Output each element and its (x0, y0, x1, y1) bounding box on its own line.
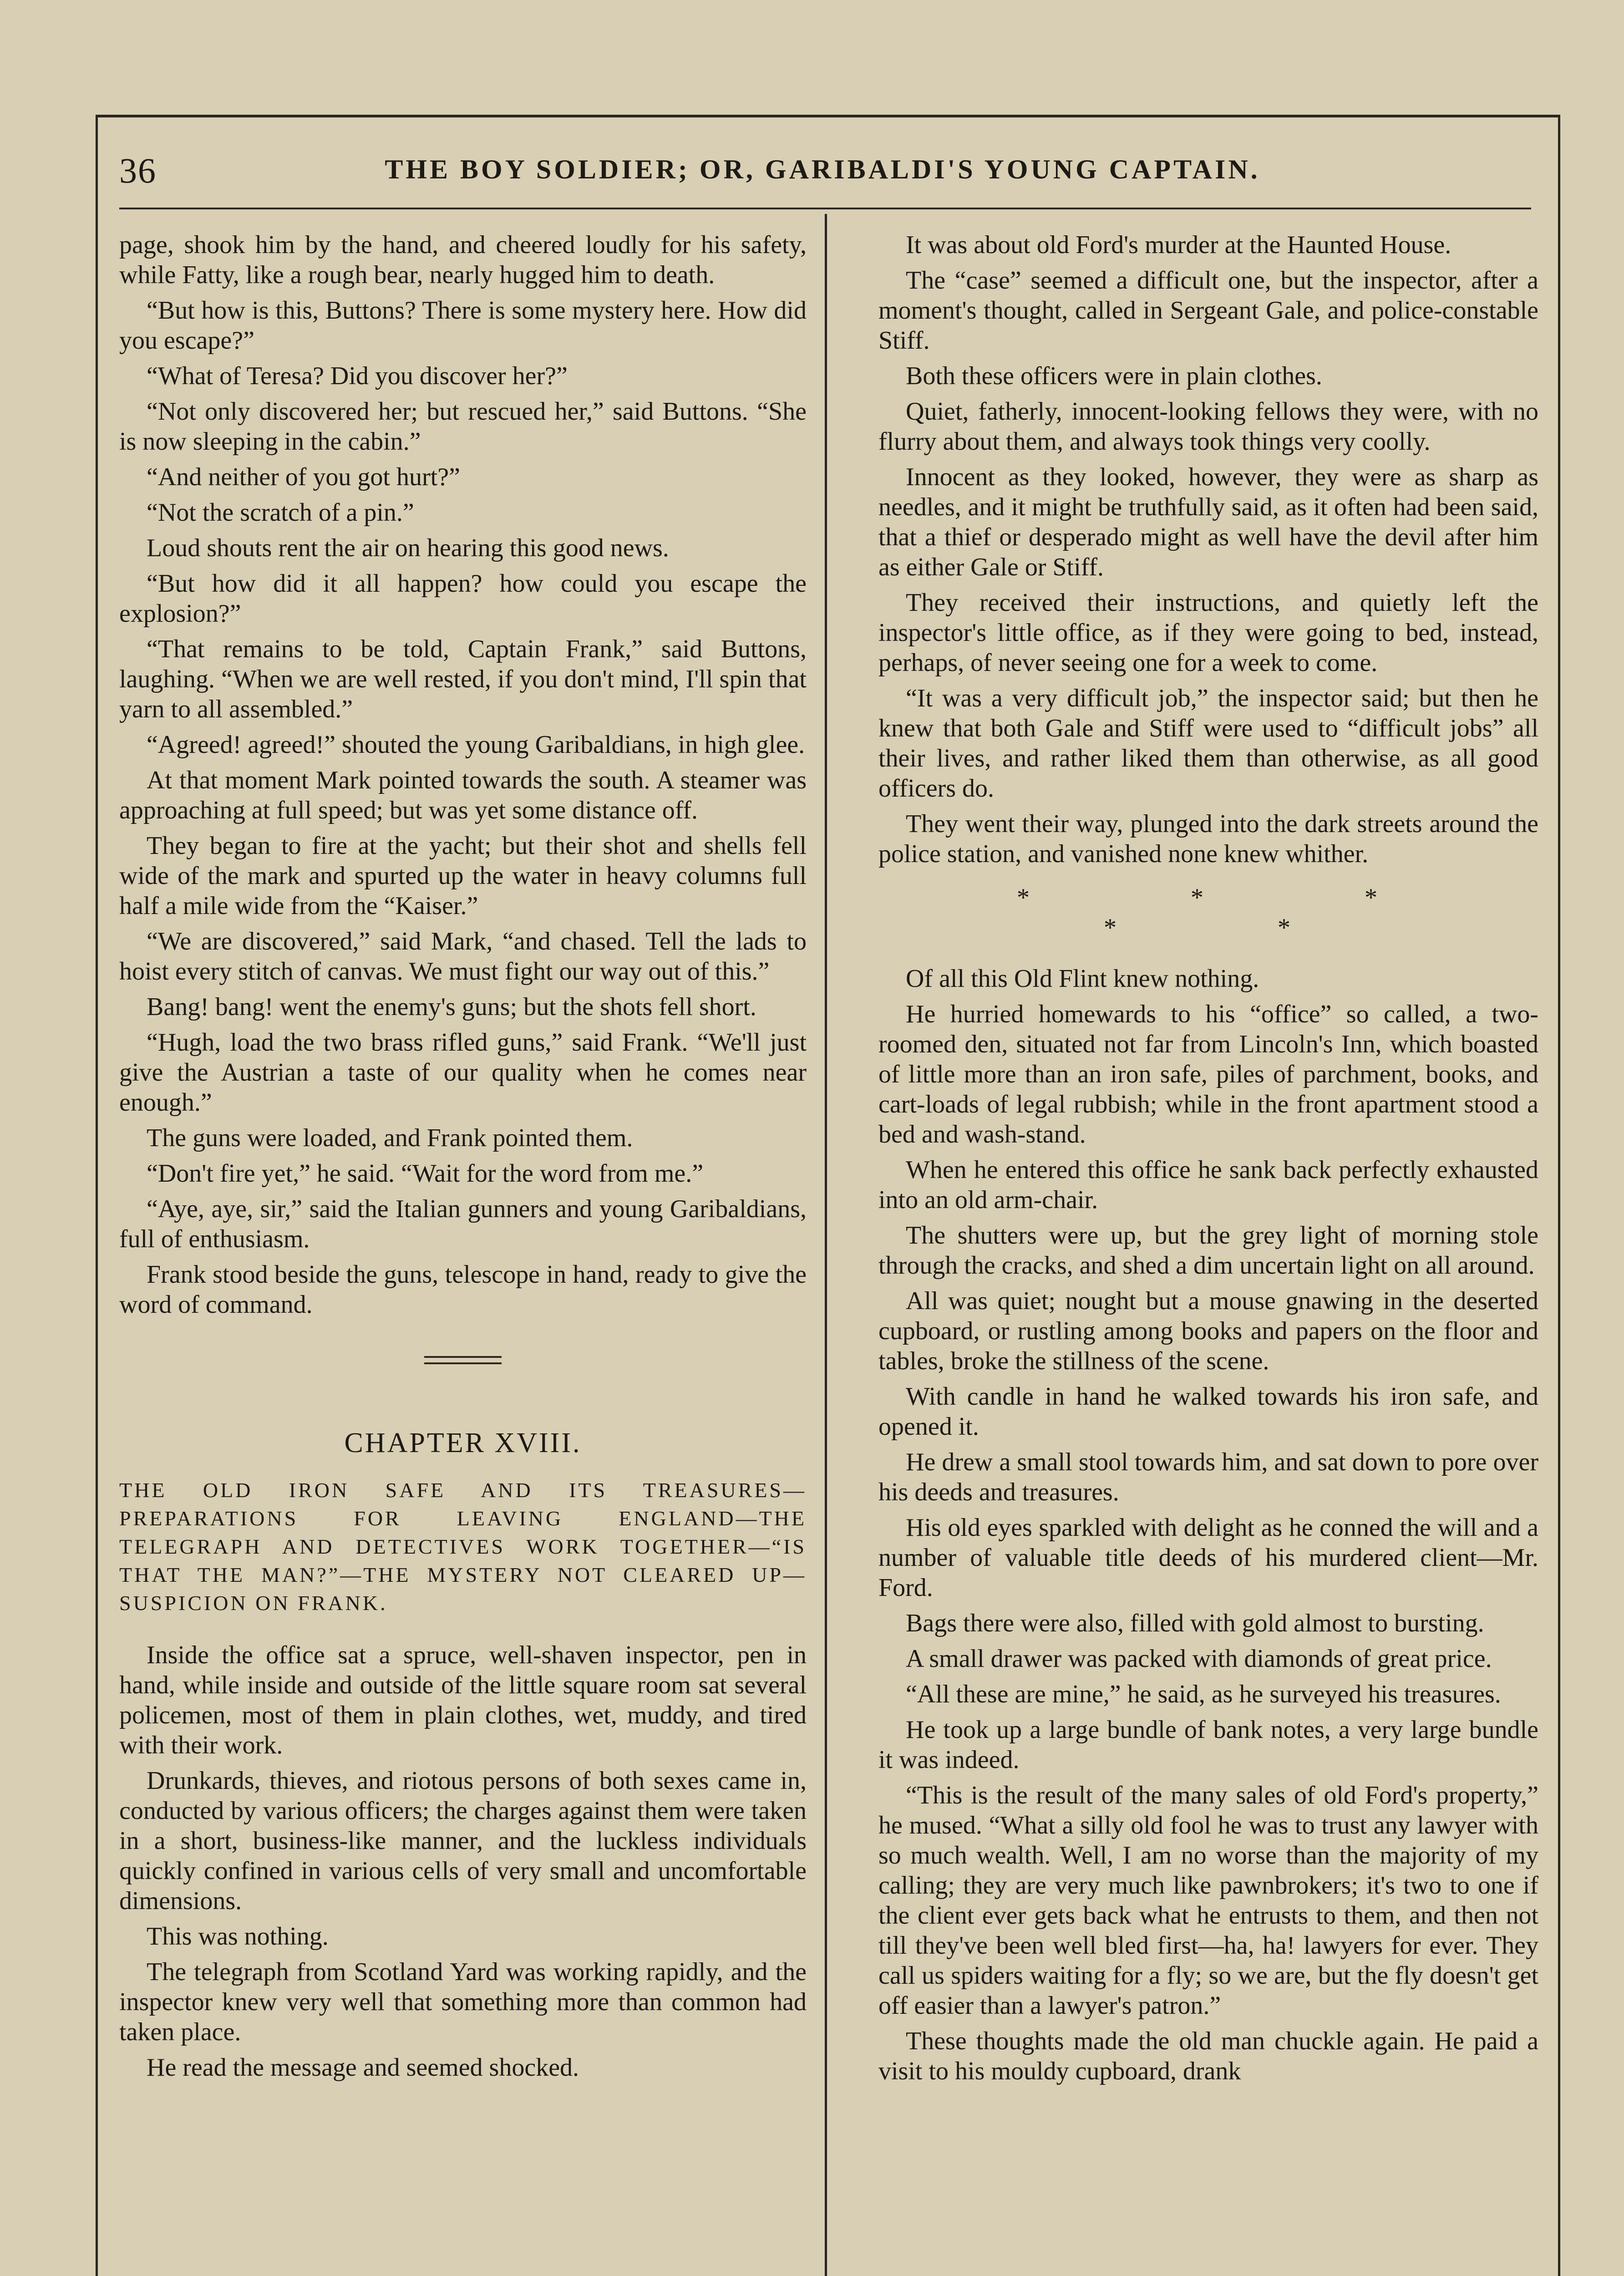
paragraph: A small drawer was packed with diamonds of great price. (906, 1645, 1492, 1673)
paragraph: “We are discovered,” said Mark, “and chased. Tell the lads to hoist every stitch of canvas. We must fight our way out of this.” (119, 927, 807, 986)
left-column (119, 230, 807, 2088)
right-column (878, 230, 1538, 2092)
paragraph: He read the message and seemed shocked. (147, 2053, 579, 2082)
paragraph: “Don't fire yet,” he said. “Wait for the word from me.” (147, 1159, 704, 1188)
paragraph: With candle in hand he walked towards his iron safe, and opened it. (878, 1382, 1538, 1441)
paragraph: “Agreed! agreed!” shouted the young Garibaldians, in high glee. (147, 731, 805, 759)
paragraph: page, shook him by the hand, and cheered loudly for his safety, while Fatty, like a rough bear, nearly hugged him to death. (119, 231, 807, 289)
paragraph: This was nothing. (147, 1922, 329, 1951)
paragraph: “This is the result of the many sales of old Ford's property,” he mused. “What a silly old fool he was to trust any lawyer with so much wealth. Well, I am no worse than the majority of my calling; they are very much like pawnbrokers; it's two to one if the client ever gets back what he entrusts to them, and then not till they've been well bled first—ha, ha! lawyers for ever. They call us spiders waiting for a fly; so we are, but the fly doesn't get off easier than a lawyer's patron.” (878, 1781, 1538, 2020)
paragraph: He hurried homewards to his “office” so called, a two-roomed den, situated not far from Lincoln's Inn, which boasted of little more than an iron safe, piles of parchment, books, and cart-loads of legal rubbish; while in the front apartment stood a bed and wash-stand. (878, 1000, 1538, 1148)
paragraph: Quiet, fatherly, innocent-looking fellows they were, with no flurry about them, and always took things very coolly. (878, 397, 1538, 456)
paragraph: “Aye, aye, sir,” said the Italian gunners and young Garibaldians, full of enthusiasm. (119, 1195, 807, 1253)
column-divider (825, 214, 827, 2276)
paragraph: “But how is this, Buttons? There is some mystery here. How did you escape?” (119, 296, 807, 355)
chapter-heading-block (119, 1356, 807, 1617)
paragraph: Bang! bang! went the enemy's guns; but the shots fell short. (147, 993, 756, 1021)
paragraph: “But how did it all happen? how could you escape the explosion?” (119, 569, 807, 628)
paragraph: When he entered this office he sank back perfectly exhausted into an old arm-chair. (878, 1156, 1538, 1214)
paragraph: Both these officers were in plain clothes. (906, 362, 1322, 390)
paragraph: “All these are mine,” he said, as he surveyed his treasures. (906, 1680, 1501, 1708)
paragraph: The guns were loaded, and Frank pointed them. (147, 1124, 633, 1152)
paragraph: The telegraph from Scotland Yard was working rapidly, and the inspector knew very well that something more than common had taken place. (119, 1958, 807, 2046)
paragraph: These thoughts made the old man chuckle again. He paid a visit to his mouldy cupboard, drank (878, 2027, 1538, 2085)
section-break: * * * * * (1017, 884, 1455, 942)
page-header (119, 150, 1526, 205)
paragraph: “Not only discovered her; but rescued her,” said Buttons. “She is now sleeping in the cabin.” (119, 397, 807, 456)
paragraph: They received their instructions, and quietly left the inspector's little office, as if they were going to bed, instead, perhaps, of never seeing one for a week to come. (878, 589, 1538, 677)
paragraph: At that moment Mark pointed towards the south. A steamer was approaching at full speed; but was yet some distance off. (119, 766, 807, 824)
chapter-summary: THE OLD IRON SAFE AND ITS TREASURES—PREPARATIONS FOR LEAVING ENGLAND—THE TELEGRAPH AND DETECTIVES WORK TOGETHER—“IS THAT THE MAN?”—THE MYSTERY NOT CLEARED UP—SUSPICION ON FRANK. (119, 1478, 807, 1615)
paragraph: Loud shouts rent the air on hearing this good news. (147, 534, 669, 562)
paragraph: His old eyes sparkled with delight as he conned the will and a number of valuable title deeds of his murdered client—Mr. Ford. (878, 1514, 1538, 1602)
paragraph: Bags there were also, filled with gold almost to bursting. (906, 1609, 1484, 1637)
paragraph: All was quiet; nought but a mouse gnawing in the deserted cupboard, or rustling among books and papers on the floor and tables, broke the stillness of the scene. (878, 1287, 1538, 1375)
paragraph: The “case” seemed a difficult one, but the inspector, after a moment's thought, called in Sergeant Gale, and police-constable Stiff. (878, 266, 1538, 355)
paragraph: It was about old Ford's murder at the Haunted House. (906, 231, 1451, 259)
left-paragraphs-after-chapter (119, 1640, 807, 2083)
paragraph: Inside the office sat a spruce, well-shaven inspector, pen in hand, while inside and outside of the little square room sat several policemen, most of them in plain clothes, wet, muddy, and tired with their work. (119, 1641, 807, 1759)
chapter-ornament-rule (424, 1356, 502, 1364)
paragraph: They went their way, plunged into the dark streets around the police station, and vanished none knew whither. (878, 810, 1538, 868)
paragraph: He took up a large bundle of bank notes, a very large bundle it was indeed. (878, 1716, 1538, 1774)
paragraph: They began to fire at the yacht; but their shot and shells fell wide of the mark and spurted up the water in heavy columns full half a mile wide from the “Kaiser.” (119, 832, 807, 920)
header-rule (119, 208, 1531, 209)
paragraph: Drunkards, thieves, and riotous persons of both sexes came in, conducted by various officers; the charges against them were taken in a short, business-like manner, and the luckless individuals quickly confined in various cells of very small and uncomfortable dimensions. (119, 1767, 807, 1915)
paragraph: Of all this Old Flint knew nothing. (906, 965, 1259, 993)
paragraph: “Hugh, load the two brass rifled guns,” said Frank. “We'll just give the Austrian a taste of our quality when he comes near enough.” (119, 1028, 807, 1117)
page-number: 36 (119, 151, 157, 190)
paragraph: The shutters were up, but the grey light of morning stole through the cracks, and shed a dim uncertain light on all around. (878, 1221, 1538, 1280)
paragraph: Frank stood beside the guns, telescope in hand, ready to give the word of command. (119, 1260, 807, 1319)
paragraph: “It was a very difficult job,” the inspector said; but then he knew that both Gale and Stiff were used to “difficult jobs” all their lives, and rather liked them than otherwise, as all good officers do. (878, 684, 1538, 803)
right-paragraphs-after-break (878, 964, 1538, 2086)
paragraph: Innocent as they looked, however, they were as sharp as needles, and it might be truthfully said, as it often had been said, that a thief or desperado might as well have the devil after him as either Gale or Stiff. (878, 463, 1538, 581)
running-title: THE BOY SOLDIER; OR, GARIBALDI'S YOUNG CAPTAIN. (385, 154, 1260, 184)
paragraph: “That remains to be told, Captain Frank,” said Buttons, laughing. “When we are well rested, if you don't mind, I'll spin that yarn to all assembled.” (119, 635, 807, 723)
left-paragraphs-before-chapter (119, 230, 807, 1320)
paragraph: “Not the scratch of a pin.” (147, 498, 414, 527)
paragraph: He drew a small stool towards him, and sat down to pore over his deeds and treasures. (878, 1448, 1538, 1506)
paragraph: “What of Teresa? Did you discover her?” (147, 362, 568, 390)
chapter-title: CHAPTER XVIII. (344, 1428, 582, 1458)
right-paragraphs-before-break (878, 230, 1538, 869)
paragraph: “And neither of you got hurt?” (147, 463, 460, 491)
